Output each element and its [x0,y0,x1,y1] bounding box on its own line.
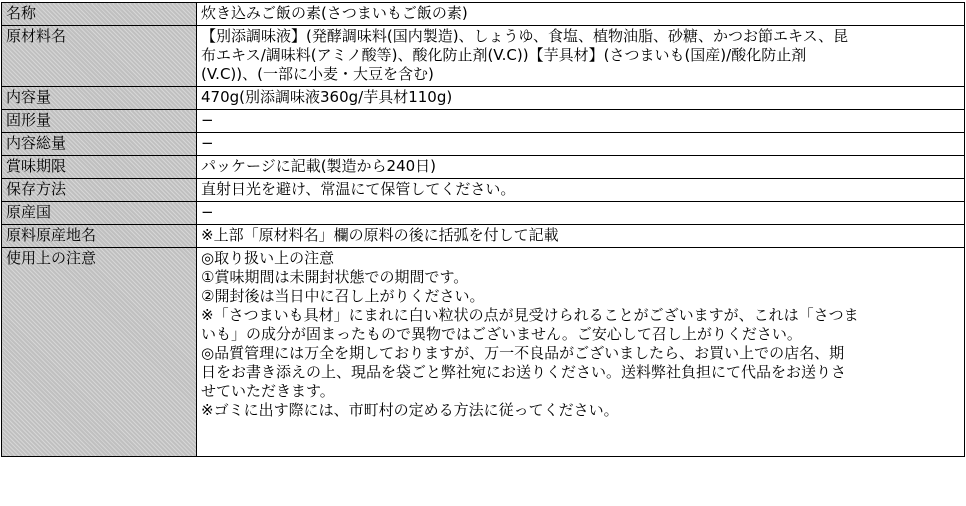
value-line: 470g(別添調味液360g/芋具材110g) [201,88,453,106]
row-country-of-origin [2,202,965,225]
row-value [197,248,965,457]
value-line: ※上部「原材料名」欄の原料の後に括弧を付して記載 [201,226,559,244]
row-value [197,3,965,26]
value-line: いも」の成分が固まったもので異物ではございません。ご安心して召し上がりください。 [201,325,802,343]
value-line: 日をお書き添えの上、現品を袋ごと弊社宛にお送りください。送料弊社負担にて代品をお送りさ [201,363,847,381]
value-line: ◎品質管理には万全を期しておりますが、万一不良品がございましたら、お買い上での店名、期 [201,344,845,362]
row-usage-notes [2,248,965,457]
value-line: − [201,203,214,221]
row-value [197,87,965,110]
value-line: 布エキス/調味料(アミノ酸等)、酸化防止剤(V.C))【芋具材】(さつまいも(国産)/酸化防止剤 [201,46,807,64]
row-label: 内容量 [2,87,197,110]
row-label: 保存方法 [2,179,197,202]
value-line: − [201,111,214,129]
row-value [197,110,965,133]
value-line: 直射日光を避け、常温にて保管してください。 [201,180,516,198]
value-line: ①賞味期間は未開封状態での期間です。 [201,268,469,286]
value-line: 【別添調味液】(発酵調味料(国内製造)、しょうゆ、食塩、植物油脂、砂糖、かつお節エキス、昆 [201,27,849,45]
product-info-table [1,2,965,457]
row-label: 固形量 [2,110,197,133]
row-label: 原材料名 [2,26,197,87]
row-value [197,179,965,202]
value-line: 炊き込みご飯の素(さつまいもご飯の素) [201,4,468,22]
row-value [197,156,965,179]
row-total-content [2,133,965,156]
value-line: ②開封後は当日中に召し上がりください。 [201,287,485,305]
row-value [197,225,965,248]
row-label: 内容総量 [2,133,197,156]
value-line: ◎取り扱い上の注意 [201,249,335,267]
row-ingredient-origin [2,225,965,248]
row-best-before [2,156,965,179]
row-value [197,26,965,87]
value-line: パッケージに記載(製造から240日) [201,157,437,175]
value-line: ※ゴミに出す際には、市町村の定める方法に従ってください。 [201,401,619,419]
row-label: 名称 [2,3,197,26]
value-line: ※「さつまいも具材」にまれに白い粒状の点が見受けられることがございますが、これは「さつま [201,306,859,324]
row-label: 使用上の注意 [2,248,197,457]
value-line: − [201,134,214,152]
row-label: 原料原産地名 [2,225,197,248]
row-solid-content [2,110,965,133]
row-net-content [2,87,965,110]
row-name [2,3,965,26]
row-label: 賞味期限 [2,156,197,179]
row-value [197,133,965,156]
row-label: 原産国 [2,202,197,225]
row-value [197,202,965,225]
value-line: (V.C))、(一部に小麦・大豆を含む) [201,65,434,83]
row-ingredients [2,26,965,87]
row-storage [2,179,965,202]
value-line: せていただきます。 [201,382,335,400]
